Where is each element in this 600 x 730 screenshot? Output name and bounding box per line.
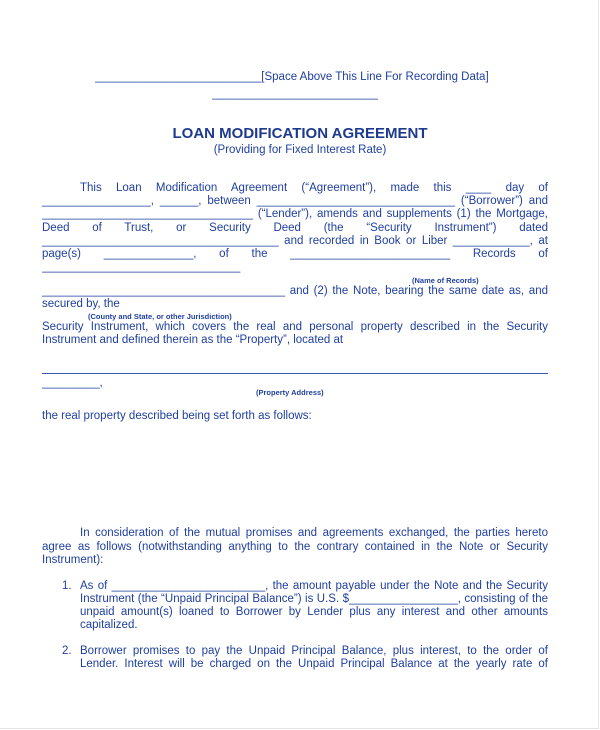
paragraph-line: _________,	[42, 377, 103, 389]
list-item-line: As of ________________________, the amount payable under the Note and the Security	[80, 580, 548, 592]
document-subtitle: (Providing for Fixed Interest Rate)	[213, 144, 387, 156]
paragraph-line: _________________, ______, between _______________________________ (“Borrower”) and	[42, 195, 548, 207]
legal-description-intro: the real property described being set forth as follows:	[42, 410, 312, 422]
caption-name-of-records: (Name of Records)	[412, 276, 479, 285]
paragraph-line: This Loan Modification Agreement (“Agreement”), made this ____ day of	[80, 182, 548, 194]
paragraph-line: page(s) ______________, of the _________________________ Records of	[42, 248, 548, 260]
paragraph-line: In consideration of the mutual promises and agreements exchanged, the parties hereto	[80, 527, 548, 539]
paragraph-line: Deed of Trust, or Security Deed (the “Security Instrument”) dated	[42, 222, 548, 234]
recording-data-line: __________________________[Space Above This Line For Recording Data]	[95, 71, 489, 83]
list-number: 1.	[62, 580, 72, 592]
property-address-blank	[42, 373, 548, 374]
caption-property-address: (Property Address)	[256, 388, 324, 397]
paragraph-line: Instrument and defined therein as the “Property”, located at	[42, 334, 344, 346]
list-item-line: Lender. Interest will be charged on the Unpaid Principal Balance at the yearly rate of	[80, 658, 548, 670]
recording-blank-line: __________________________	[212, 88, 379, 100]
paragraph-line: secured by, the	[42, 298, 120, 310]
document-title: LOAN MODIFICATION AGREEMENT	[172, 125, 428, 142]
paragraph-line: Security Instrument, which covers the real and personal property described in the Security	[42, 321, 548, 333]
paragraph-line: _______________________________	[42, 261, 241, 273]
paragraph-line: agree as follows (notwithstanding anything to the contrary contained in the Note or Security	[42, 541, 548, 553]
list-item-line: unpaid amount(s) loaned to Borrower by Lender plus any interest and other amounts	[80, 606, 548, 618]
paragraph-line: Instrument):	[42, 554, 104, 566]
caption-county-state: (County and State, or other Jurisdiction)	[88, 312, 232, 321]
list-item-line: Instrument (the “Unpaid Principal Balance”) is U.S. $_________________, consisting of the	[80, 593, 548, 605]
paragraph-line: ______________________________________ and (2) the Note, bearing the same date as, and	[42, 285, 548, 297]
paragraph-line: _________________________________ (“Lender”), amends and supplements (1) the Mortgage,	[42, 208, 548, 220]
list-number: 2.	[62, 645, 72, 657]
list-item-line: Borrower promises to pay the Unpaid Principal Balance, plus interest, to the order of	[80, 645, 548, 657]
paragraph-line: _____________________________________ and recorded in Book or Liber ____________, at	[42, 235, 548, 247]
list-item-line: capitalized.	[80, 619, 138, 631]
